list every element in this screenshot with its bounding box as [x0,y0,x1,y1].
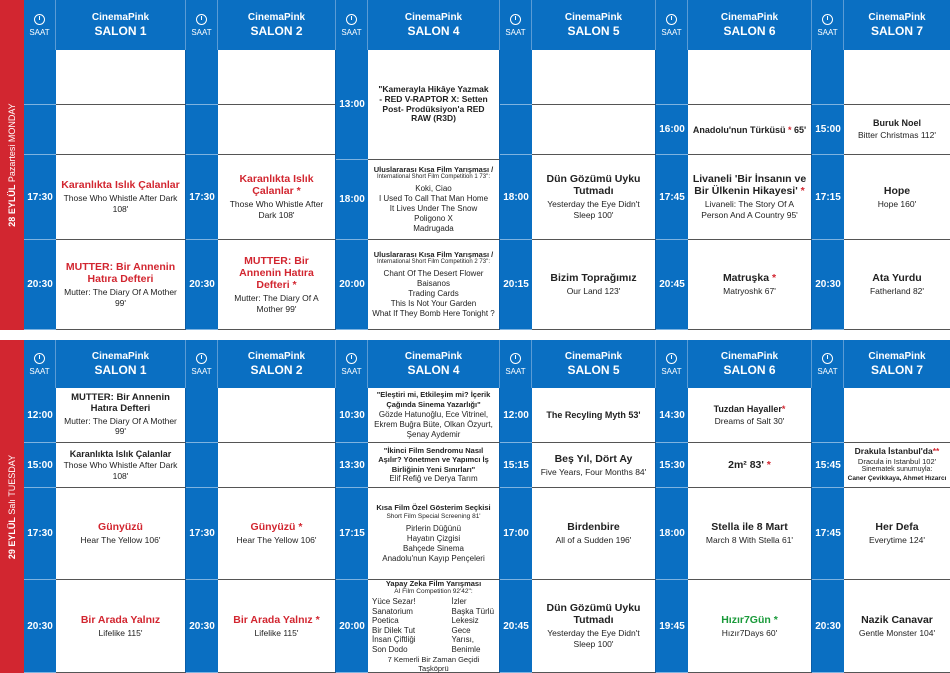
film-cell: Drakula İstanbul'da** Dracula in Istanbul 102' Sinematek sunumuyla: Caner Çevikkaya, Ahmet Hızarcı [844,443,950,488]
film-cell: Hope Hope 160' [844,155,950,240]
saat-header: SAAT [24,340,56,388]
clock-icon [822,14,833,25]
film-cell [368,50,500,160]
film-cell [844,50,950,105]
saat-header: SAAT [500,0,532,50]
time-cell: 12:00 [500,388,532,443]
film-cell: Bir Arada Yalnız * Lifelike 115' [218,580,336,673]
time-cell: 13:30 [336,443,368,488]
clock-icon [346,14,357,25]
salon-header: CinemaPink SALON 7 [844,340,950,388]
time-cell: 18:00 [656,488,688,580]
salon-header: CinemaPink SALON 1 [56,0,186,50]
salon-header: CinemaPink SALON 6 [688,340,812,388]
film-cell: Buruk Noel Bitter Christmas 112' [844,105,950,155]
film-cell: Anadolu'nun Türküsü * 65' [688,105,812,155]
saat-header: SAAT [186,340,218,388]
film-cell: Dün Gözümü Uyku Tutmadı Yesterday the Eye Didn't Sleep 100' [532,155,656,240]
film-cell: "Eleştiri mi, Etkileşim mi? İçerik Çağında Sinema Yazarlığı" Gözde Hatunoğlu, Ece Vitrinel, Ekrem Buğra Büte, Olkan Özyurt, Şenay Aydemir [368,388,500,443]
time-cell [24,105,56,155]
time-cell: 17:15 [336,488,368,580]
clock-icon [346,353,357,364]
time-cell [812,388,844,443]
clock-icon [196,353,207,364]
film-cell: Karanlıkta Islık Çalanlar * Those Who Whistle After Dark 108' [218,155,336,240]
film-cell [532,105,656,155]
film-cell: Livaneli 'Bir İnsanın ve Bir Ülkenin Hikayesi' * Livaneli: The Story Of A Person And A Country 95' [688,155,812,240]
time-cell: 15:15 [500,443,532,488]
time-cell [186,50,218,105]
time-cell: 20:30 [812,580,844,673]
time-cell [500,105,532,155]
film-cell: MUTTER: Bir Annenin Hatıra Defteri Mutter: The Diary Of A Mother 99' [56,240,186,330]
film-cell [688,50,812,105]
film-cell: Nazik Canavar Gentle Monster 104' [844,580,950,673]
film-cell [532,50,656,105]
clock-icon [510,14,521,25]
time-cell [186,388,218,443]
time-cell: 15:00 [812,105,844,155]
salon-header: CinemaPink SALON 2 [218,340,336,388]
time-cell [500,50,532,105]
film-cell: Hızır7Gün * Hızır7Days 60' [688,580,812,673]
clock-icon [510,353,521,364]
salon-header: CinemaPink SALON 5 [532,0,656,50]
film-cell: Matruşka * Matryoshk 67' [688,240,812,330]
time-cell: 17:30 [186,155,218,240]
clock-icon [666,353,677,364]
film-cell: Bizim Toprağımız Our Land 123' [532,240,656,330]
time-cell: 20:00 [336,580,368,673]
time-cell: 17:30 [186,488,218,580]
film-cell [218,443,336,488]
time-cell: 18:00 [500,155,532,240]
film-cell: Dün Gözümü Uyku Tutmadı Yesterday the Eye Didn't Sleep 100' [532,580,656,673]
film-cell [218,105,336,155]
time-cell: 17:30 [24,155,56,240]
salon-header: CinemaPink SALON 4 [368,0,500,50]
clock-icon [34,353,45,364]
time-cell [812,50,844,105]
film-cell: "İkinci Film Sendromu Nasıl Aşılır? Yönetmen ve Yapımcı İş Birliğinin Yeni Sınırları" Elif Refiğ ve Derya Tarım [368,443,500,488]
film-cell: Her Defa Everytime 124' [844,488,950,580]
film-cell: Günyüzü * Hear The Yellow 106' [218,488,336,580]
salon-header: CinemaPink SALON 5 [532,340,656,388]
saat-header: SAAT [500,340,532,388]
film-cell: Günyüzü Hear The Yellow 106' [56,488,186,580]
day1-date-bar: 28 EYLÜL Pazartesi MONDAY [0,0,24,330]
film-cell: Karanlıkta Islık Çalanlar Those Who Whistle After Dark 108' [56,443,186,488]
time-cell: 20:45 [656,240,688,330]
saat-header: SAAT [186,0,218,50]
time-cell: 17:45 [812,488,844,580]
time-cell: 12:00 [24,388,56,443]
time-cell: 15:45 [812,443,844,488]
film-cell [844,388,950,443]
day2-block [0,340,950,673]
time-cell: 20:30 [24,580,56,673]
day1-block [0,0,950,330]
time-cell: 20:30 [186,580,218,673]
salon-header: CinemaPink SALON 1 [56,340,186,388]
film-cell: Ata Yurdu Fatherland 82' [844,240,950,330]
time-cell: 17:45 [656,155,688,240]
clock-icon [822,353,833,364]
saat-header: SAAT [336,340,368,388]
film-cell: Bir Arada Yalnız Lifelike 115' [56,580,186,673]
clock-icon [34,14,45,25]
time-cell [186,105,218,155]
salon-header: CinemaPink SALON 2 [218,0,336,50]
saat-header: SAAT [656,0,688,50]
saat-header: SAAT [812,0,844,50]
time-cell: 20:15 [500,240,532,330]
time-cell: 19:45 [656,580,688,673]
film-cell: Uluslararası Kısa Film Yarışması / International Short Film Competition 2 73'': Chant Of The Desert Flower Baisanos Trading Cards This Is Not Your Garden What If They Bomb Here Tonight ? [368,240,500,330]
film-cell: Karanlıkta Islık Çalanlar Those Who Whistle After Dark 108' [56,155,186,240]
salon-header: CinemaPink SALON 6 [688,0,812,50]
film-cell: 2m² 83' * [688,443,812,488]
time-cell: 20:30 [812,240,844,330]
film-cell: Kısa Film Özel Gösterim Seçkisi Short Film Special Screening 81' Pirlerin Düğünü Hayatın Çizgisi Bahçede Sinema Anadolu'nun Kayıp Pençeleri [368,488,500,580]
film-cell: The Recyling Myth 53' [532,388,656,443]
time-cell: 14:30 [656,388,688,443]
film-cell: Beş Yıl, Dört Ay Five Years, Four Months 84' [532,443,656,488]
film-cell: Stella ile 8 Mart March 8 With Stella 61' [688,488,812,580]
saat-header: SAAT [656,340,688,388]
time-cell [186,443,218,488]
saat-header: SAAT [24,0,56,50]
film-cell: Uluslararası Kısa Film Yarışması / International Short Film Competition 1 73'': Koki, Ciao I Used To Call That Man Home It Lives Under The Snow Poligono X Madrugada [368,160,500,240]
time-cell: 15:30 [656,443,688,488]
film-cell: Tuzdan Hayaller* Dreams of Salt 30' [688,388,812,443]
film-cell [218,50,336,105]
time-cell: 15:00 [24,443,56,488]
film-cell [56,50,186,105]
event-title: "Kamerayla Hikâye Yazmak - RED V-RAPTOR X: Setten Post- Prodüksiyon'a RED RAW (R3D) [378,83,489,124]
time-cell [24,50,56,105]
film-cell: Yapay Zeka Film Yarışması AI Film Competition 92'42'': Yüce Sezar! Sanatorium Poetica Bir Dilek Tut İnsan Çiftliği Son Dodo İzler Başka Türlü Lekesiz Gece Yarısı, Benimle 7 Kemerli Bir Zaman Geçidi Taşköprü [368,580,500,673]
time-cell: 20:45 [500,580,532,673]
time-cell: 16:00 [656,105,688,155]
time-cell: 13:00 [336,50,368,160]
time-cell: 18:00 [336,160,368,240]
clock-icon [196,14,207,25]
time-cell: 20:00 [336,240,368,330]
time-cell: 20:30 [186,240,218,330]
time-cell: 17:00 [500,488,532,580]
film-cell: MUTTER: Bir Annenin Hatıra Defteri * Mutter: The Diary Of A Mother 99' [218,240,336,330]
saat-header: SAAT [812,340,844,388]
film-cell: Birdenbire All of a Sudden 196' [532,488,656,580]
time-cell [656,50,688,105]
film-cell: MUTTER: Bir Annenin Hatıra Defteri Mutter: The Diary Of A Mother 99' [56,388,186,443]
film-cell [56,105,186,155]
clock-icon [666,14,677,25]
time-cell: 17:30 [24,488,56,580]
salon-header: CinemaPink SALON 4 [368,340,500,388]
film-cell [218,388,336,443]
day2-date-bar: 29 EYLÜL Salı TUESDAY [0,340,24,673]
time-cell: 17:15 [812,155,844,240]
time-cell: 10:30 [336,388,368,443]
saat-header: SAAT [336,0,368,50]
time-cell: 20:30 [24,240,56,330]
salon-header: CinemaPink SALON 7 [844,0,950,50]
